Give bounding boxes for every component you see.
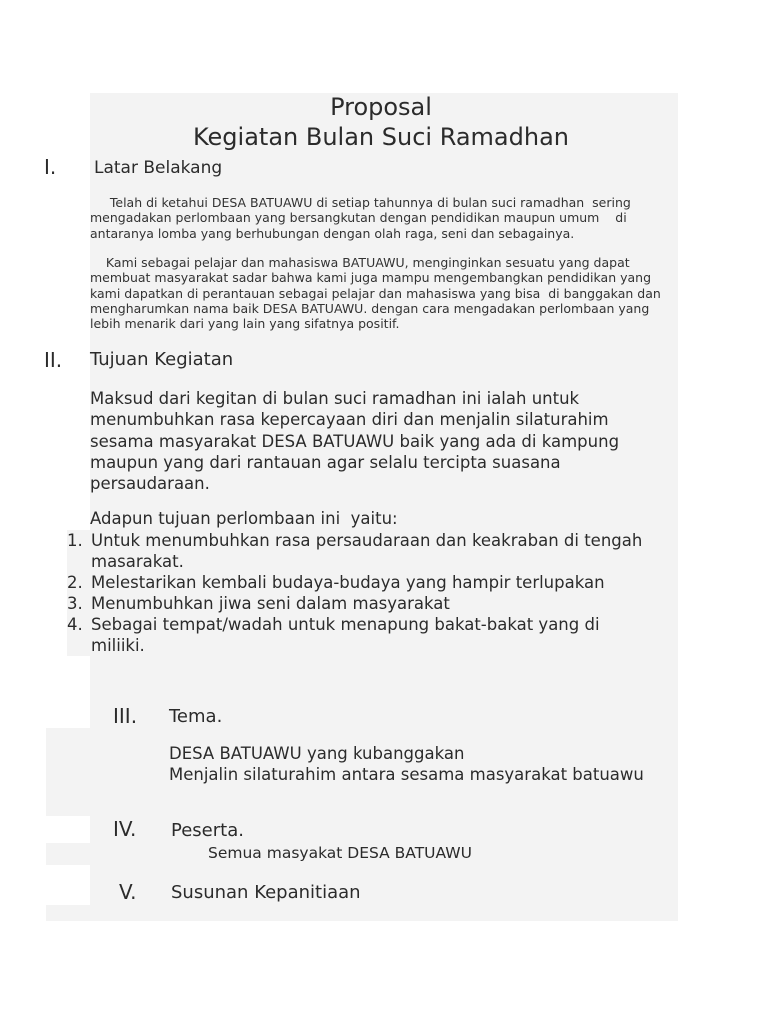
section-numeral-3: III. bbox=[113, 704, 138, 728]
list-item bbox=[67, 530, 657, 572]
section-heading-susunan-kepanitiaan: Susunan Kepanitiaan bbox=[171, 882, 361, 903]
page-shading-susunan bbox=[46, 905, 92, 921]
list-item-text: Untuk menumbuhkan rasa persaudaraan dan keakraban di tengah masarakat. bbox=[91, 531, 643, 571]
section-heading-tujuan-kegiatan: Tujuan Kegiatan bbox=[90, 349, 234, 370]
page-shading-tema bbox=[46, 728, 92, 816]
section-numeral-5: V. bbox=[119, 880, 137, 904]
tujuan-list bbox=[67, 530, 657, 656]
paragraph-latar-belakang-2: Kami sebagai pelajar dan mahasiswa BATUAWU, menginginkan sesuatu yang dapat membuat masyarakat sadar bahwa kami juga mampu mengembangkan pendidikan yang kami dapatkan di perantauan sebagai pelajar dan mahasiswa yang bisa di banggakan dan mengharumkan nama baik DESA BATUAWU. dengan cara mengadakan perlombaan yang lebih menarik dari yang lain yang sifatnya positif. bbox=[90, 255, 665, 332]
tema-line-1: DESA BATUAWU yang kubanggakan bbox=[169, 744, 465, 763]
list-item-text: Melestarikan kembali budaya-budaya yang hampir terlupakan bbox=[91, 573, 605, 592]
section-numeral-4: IV. bbox=[113, 817, 137, 841]
document-title: Proposal bbox=[330, 93, 432, 121]
list-item-number: 3. bbox=[67, 594, 83, 613]
tema-line-2: Menjalin silaturahim antara sesama masyarakat batuawu bbox=[169, 765, 644, 784]
list-item bbox=[67, 572, 657, 593]
paragraph-latar-belakang-1: Telah di ketahui DESA BATUAWU di setiap tahunnya di bulan suci ramadhan sering mengadakan perlombaan yang bersangkutan dengan pendidikan maupun umum di antaranya lomba yang berhubungan dengan olah raga, seni dan sebagainya. bbox=[90, 195, 635, 241]
section-numeral-1: I. bbox=[44, 155, 57, 179]
section-heading-peserta: Peserta. bbox=[171, 820, 244, 841]
list-item-number: 1. bbox=[67, 531, 83, 550]
list-item bbox=[67, 614, 657, 656]
list-item bbox=[67, 593, 657, 614]
paragraph-tujuan-kegiatan: Maksud dari kegitan di bulan suci ramadhan ini ialah untuk menumbuhkan rasa kepercayaan diri dan menjalin silaturahim sesama masyarakat DESA BATUAWU baik yang ada di kampung maupun yang dari rantauan agar selalu tercipta suasana persaudaraan. bbox=[90, 389, 620, 494]
section-numeral-2: II. bbox=[44, 348, 63, 372]
page-shading-peserta bbox=[46, 843, 92, 865]
list-item-number: 2. bbox=[67, 573, 83, 592]
list-item-text: Sebagai tempat/wadah untuk menapung bakat-bakat yang di miliiki. bbox=[91, 615, 600, 655]
section-heading-tema: Tema. bbox=[169, 706, 223, 727]
section-heading-latar-belakang: Latar Belakang bbox=[94, 158, 223, 178]
peserta-line: Semua masyakat DESA BATUAWU bbox=[208, 844, 472, 862]
document-subtitle: Kegiatan Bulan Suci Ramadhan bbox=[192, 123, 569, 151]
list-intro: Adapun tujuan perlombaan ini yaitu: bbox=[90, 509, 398, 528]
list-item-number: 4. bbox=[67, 615, 83, 634]
list-item-text: Menumbuhkan jiwa seni dalam masyarakat bbox=[91, 594, 450, 613]
